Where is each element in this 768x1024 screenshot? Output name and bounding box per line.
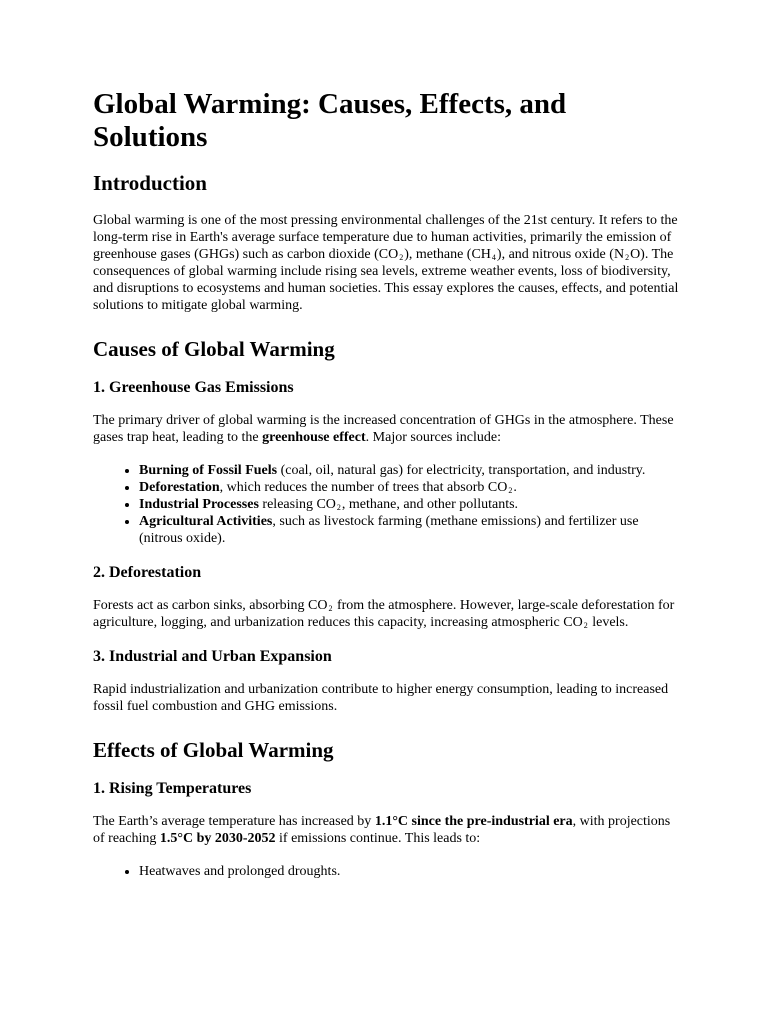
list-item: • Heatwaves and prolonged droughts. bbox=[139, 863, 683, 880]
co2-subscript: 2 bbox=[328, 604, 333, 613]
intro-text-3: ), and nitrous oxide (N bbox=[496, 247, 625, 262]
list-item-text: releasing CO bbox=[258, 497, 336, 512]
list-item bbox=[139, 462, 683, 479]
co2-subscript: 2 bbox=[583, 621, 588, 630]
list-item-term: Deforestation bbox=[139, 480, 220, 495]
rising-text-2: , with projections of reaching bbox=[93, 814, 671, 846]
rising-temperatures-paragraph bbox=[93, 813, 683, 847]
list-item-tail: , methane, and other pollutants. bbox=[341, 497, 519, 512]
co2-subscript: 2 bbox=[508, 486, 513, 495]
effects-heading: Effects of Global Warming bbox=[93, 738, 334, 762]
industrial-expansion-heading: 3. Industrial and Urban Expansion bbox=[93, 648, 332, 665]
rising-text-1: The Earth’s average temperature has increased by bbox=[93, 814, 375, 829]
ghg-sources-list bbox=[93, 462, 683, 547]
rising-text-3: if emissions continue. This leads to: bbox=[275, 831, 481, 846]
list-item-text: , which reduces the number of trees that absorb CO bbox=[219, 480, 508, 495]
deforestation-text-2: from the atmosphere. However, large-scale deforestation for agriculture, logging, and urbanization reduces this capacity, increasing atmospheric CO bbox=[93, 598, 675, 630]
introduction-heading: Introduction bbox=[93, 171, 207, 195]
deforestation-heading: 2. Deforestation bbox=[93, 564, 202, 581]
introduction-paragraph bbox=[93, 212, 683, 314]
list-item-text: (coal, oil, natural gas) for electricity, transportation, and industry. bbox=[277, 463, 646, 478]
greenhouse-effect-term: greenhouse effect bbox=[262, 430, 366, 445]
co2-subscript: 2 bbox=[336, 503, 341, 512]
document-title bbox=[93, 88, 683, 154]
intro-text-4: O). The consequences of global warming include rising sea levels, extreme weather events, loss of biodiversity, and disruptions to ecosystems and human societies. This essay explores the causes, effects, and potential solutions to mitigate global warming. bbox=[93, 247, 679, 313]
title-line-1: Global Warming: Causes, Effects, and bbox=[93, 88, 567, 120]
deforestation-text-1: Forests act as carbon sinks, absorbing CO bbox=[93, 598, 328, 613]
list-item-text: , such as livestock farming (methane emissions) and fertilizer use (nitrous oxide). bbox=[139, 514, 639, 546]
causes-heading: Causes of Global Warming bbox=[93, 337, 335, 361]
list-item-tail: . bbox=[513, 480, 517, 495]
rising-effects-list bbox=[93, 863, 683, 880]
list-item-term: Industrial Processes bbox=[139, 497, 259, 512]
industrial-expansion-paragraph: Rapid industrialization and urbanization contribute to higher energy consumption, leading to increased fossil fuel combustion and GHG emissions. bbox=[93, 682, 669, 714]
ghg-text-1: The primary driver of global warming is the increased concentration of GHGs in the atmosphere. These gases trap heat, leading to the bbox=[93, 413, 674, 445]
n2o-subscript: 2 bbox=[625, 253, 630, 262]
list-item bbox=[139, 479, 683, 496]
ch4-subscript: 4 bbox=[491, 253, 496, 262]
ghg-text-2: . Major sources include: bbox=[365, 430, 501, 445]
list-item bbox=[139, 513, 683, 547]
title-line-2: Solutions bbox=[93, 121, 208, 153]
list-item-term: Agricultural Activities bbox=[139, 514, 273, 529]
deforestation-text-3: levels. bbox=[588, 615, 629, 630]
rising-temperatures-heading: 1. Rising Temperatures bbox=[93, 780, 252, 797]
co2-subscript: 2 bbox=[399, 253, 404, 262]
intro-text-1: Global warming is one of the most pressing environmental challenges of the 21st century. It refers to the long-term rise in Earth's average surface temperature due to human activities, primarily the emission of greenhouse gases (GHGs) such as carbon dioxide (CO bbox=[93, 213, 678, 262]
list-item bbox=[139, 496, 683, 513]
intro-text-2: ), methane (CH bbox=[404, 247, 491, 262]
rising-bold-1: 1.1°C since the pre-industrial era bbox=[374, 814, 573, 829]
rising-bold-2: 1.5°C by 2030-2052 bbox=[159, 831, 276, 846]
document-page bbox=[93, 88, 683, 896]
ghg-emissions-paragraph bbox=[93, 412, 683, 446]
ghg-emissions-heading: 1. Greenhouse Gas Emissions bbox=[93, 379, 294, 396]
deforestation-paragraph bbox=[93, 597, 683, 631]
list-item-term: Burning of Fossil Fuels bbox=[139, 463, 278, 478]
